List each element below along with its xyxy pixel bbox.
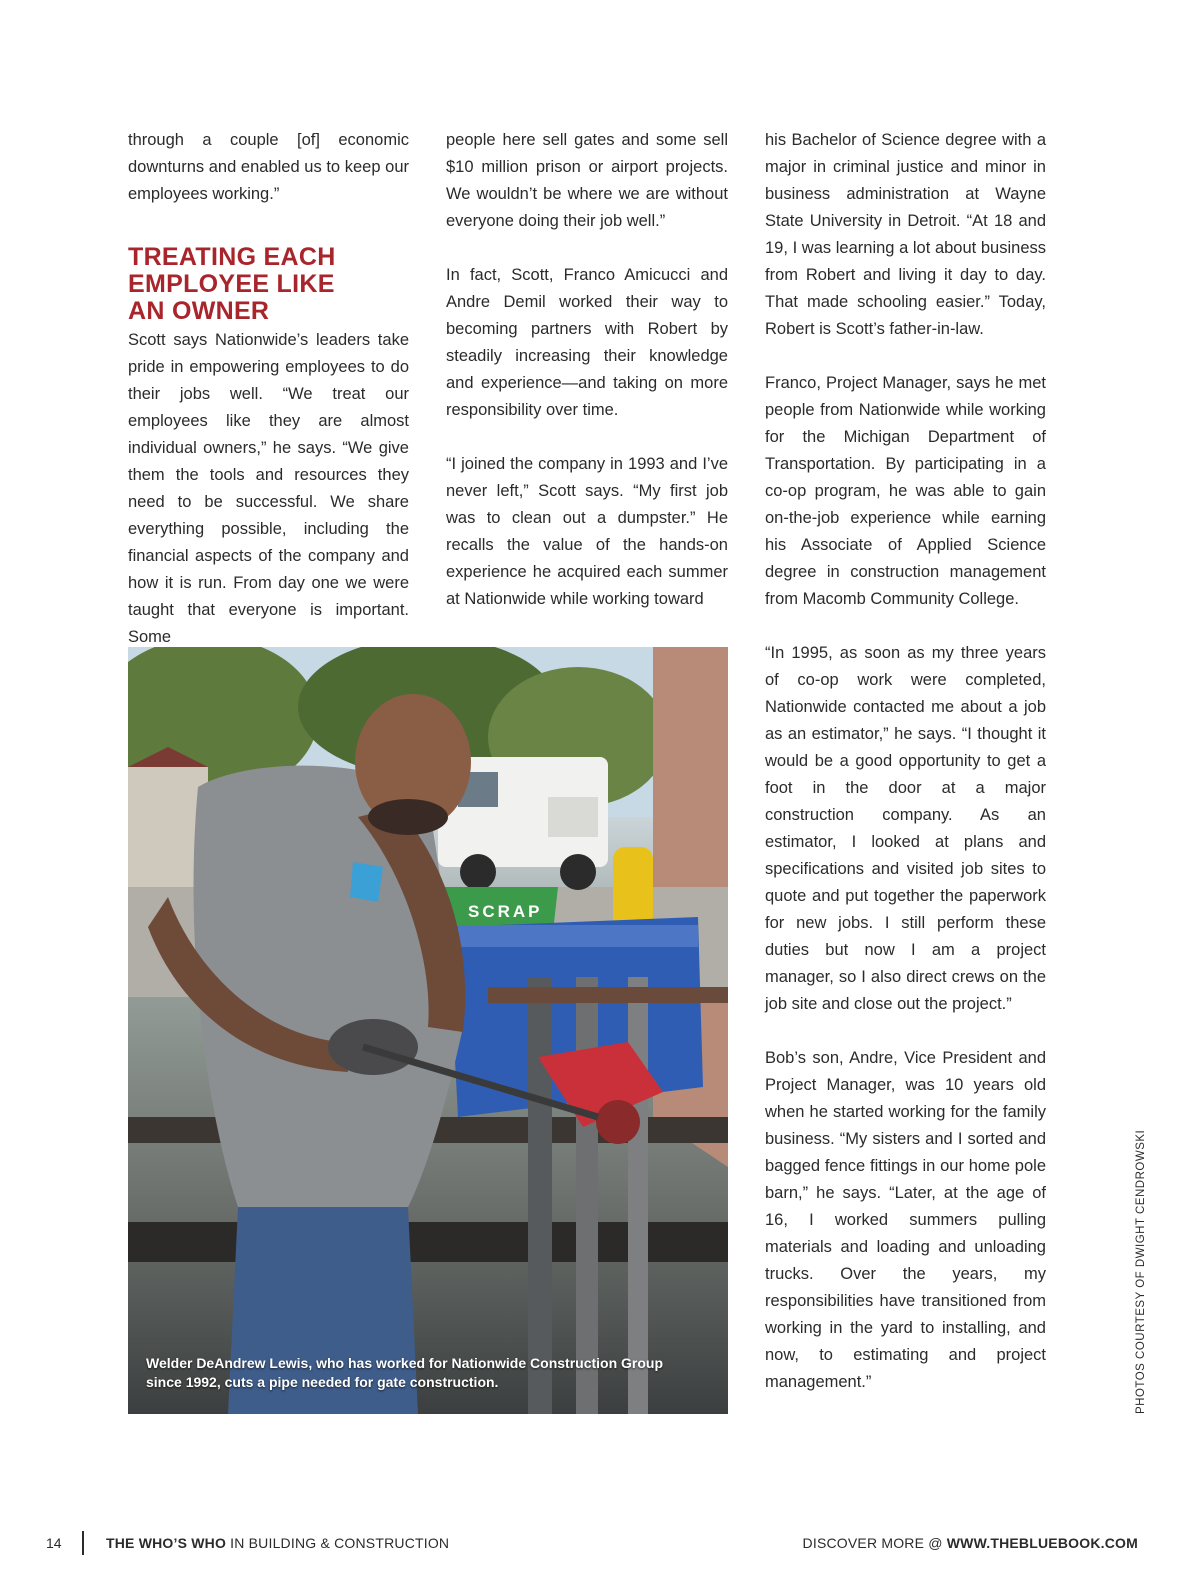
publication-name (106, 1535, 449, 1551)
publication-name-rest: IN BUILDING & CONSTRUCTION (226, 1535, 450, 1551)
paragraph: “I joined the company in 1993 and I’ve never left,” Scott says. “My first job was to clean out a dumpster.” He recalls the value of the hands-on experience he acquired each summer at Nationwide while working toward (446, 455, 728, 608)
column-2 (446, 127, 728, 640)
photo-credit: PHOTOS COURTESY OF DWIGHT CENDROWSKI (1135, 1129, 1147, 1414)
column-3 (765, 127, 1046, 1423)
paragraph: “In 1995, as soon as my three years of co-op work were completed, Nationwide contacted me about a job as an estimator,” he says. “I thought it would be a good opportunity to get a foot in the door at a major construction company. As an estimator, I looked at plans and specifications and visited job sites to quote and put together the paperwork for new jobs. I still perform these duties but now I am a project manager, so I also direct crews on the job site and close out the project.” (765, 644, 1046, 1013)
paragraph: In fact, Scott, Franco Amicucci and Andre Demil worked their way to becoming partners with Robert by steadily increasing their knowledge and experience—and taking on more responsibility over time. (446, 266, 728, 419)
publication-name-bold: THE WHO’S WHO (106, 1535, 227, 1551)
welder-photo (128, 647, 728, 1414)
footer-divider (82, 1531, 84, 1555)
section-heading-line-1: TREATING EACH (128, 243, 336, 271)
photo-caption: Welder DeAndrew Lewis, who has worked for Nationwide Construction Group since 1992, cuts a pipe needed for gate construction. (146, 1355, 664, 1390)
page-footer (0, 1531, 1200, 1557)
paragraph: people here sell gates and some sell $10 million prison or airport projects. We wouldn’t be where we are without everyone doing their job well.” (446, 131, 728, 230)
paragraph: his Bachelor of Science degree with a major in criminal justice and minor in business administration at Wayne State University in Detroit. “At 18 and 19, I was learning a lot about business from Robert and living it day to day. That made schooling easier.” Today, Robert is Scott’s father-in-law. (765, 131, 1046, 338)
discover-more (803, 1535, 1138, 1551)
column-1 (128, 127, 409, 678)
page-number: 14 (46, 1535, 62, 1551)
paragraph: through a couple [of] economic downturns and enabled us to keep our employees working.” (128, 131, 409, 203)
section-heading-line-2: EMPLOYEE LIKE (128, 270, 335, 298)
section-heading-line-3: AN OWNER (128, 297, 270, 325)
paragraph: Franco, Project Manager, says he met people from Nationwide while working for the Michigan Department of Transportation. By participating in a co-op program, he was able to gain on-the-job experience while earning his Associate of Applied Science degree in construction management from Macomb Community College. (765, 374, 1046, 608)
welder-illustration (128, 647, 728, 1414)
section-heading (128, 244, 409, 325)
paragraph: Scott says Nationwide’s leaders take pride in empowering employees to do their jobs well. “We treat our employees like they are almost individual owners,” he says. “We give them the tools and resources they need to be successful. We share everything possible, including the financial aspects of the company and how it is run. From day one we were taught that everyone is important. Some (128, 331, 409, 646)
paragraph: Bob’s son, Andre, Vice President and Project Manager, was 10 years old when he started working for the family business. “My sisters and I sorted and bagged fence fittings in our home pole barn,” he says. “Later, at the age of 16, I worked summers pulling materials and loading and unloading trucks. Over the years, my responsibilities have transitioned from working in the yard to installing, and now, to estimating and project management.” (765, 1049, 1046, 1391)
website-link[interactable]: WWW.THEBLUEBOOK.COM (946, 1535, 1138, 1551)
discover-label: DISCOVER MORE @ (802, 1535, 947, 1551)
scrap-sign: SCRAP (468, 902, 543, 921)
